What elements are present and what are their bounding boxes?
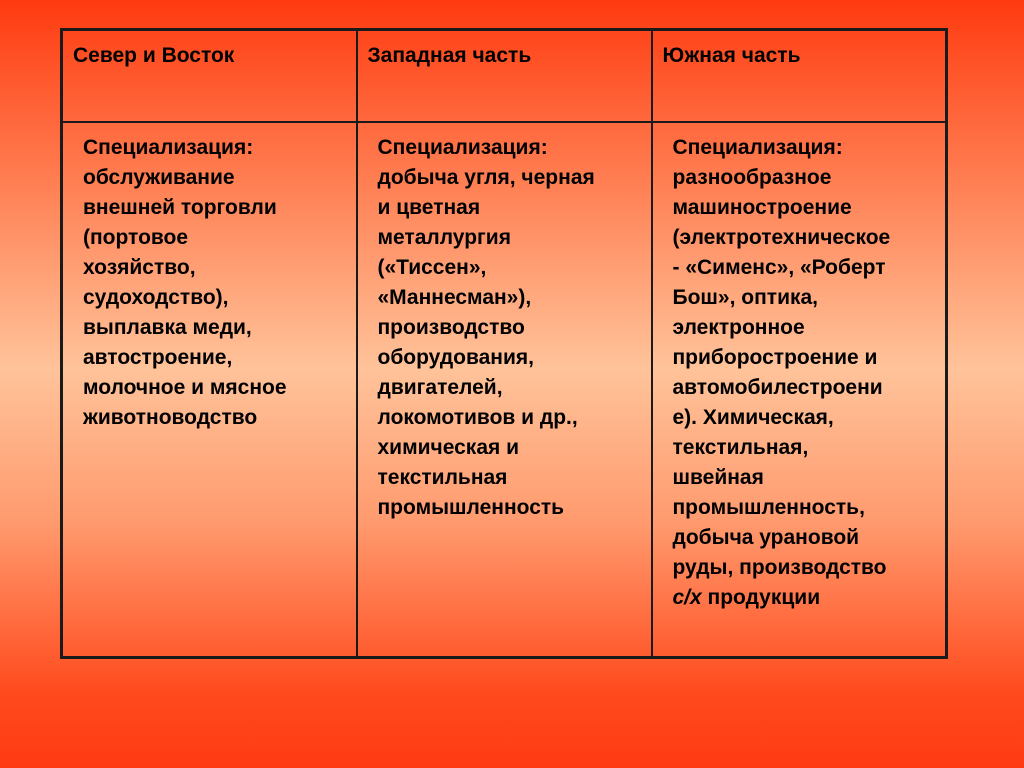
header-north-east: Север и Восток: [62, 30, 357, 123]
cell-north-east: [62, 122, 357, 658]
content-row: [62, 122, 947, 658]
cell-west: [357, 122, 652, 658]
header-west: Западная часть: [357, 30, 652, 123]
regions-table: [60, 28, 948, 659]
header-south: Южная часть: [652, 30, 947, 123]
cell-north-east-text: Специализация: обслуживание внешней торговли (портовое хозяйство, судоходство), выплавка меди, автостроение, молочное и мясное животноводство: [83, 136, 287, 429]
cell-south: [652, 122, 947, 658]
cell-south-tail: продукции: [701, 586, 821, 609]
header-row: [62, 30, 947, 123]
cell-south-italic: с/х: [672, 586, 702, 609]
cell-west-text: Специализация: добыча угля, черная и цветная металлургия («Тиссен», «Маннесман»), производство оборудования, двигателей, локомотивов и др., химическая и текстильная промышленность: [377, 136, 595, 519]
cell-south-text: Специализация: разнообразное машиностроение (электротехническое - «Сименс», «Роберт Бош», оптика, электронное приборостроение и автомобилестроени е). Химическая, текстильная, швейная промышленность, добыча урановой руды, производство: [672, 136, 891, 579]
